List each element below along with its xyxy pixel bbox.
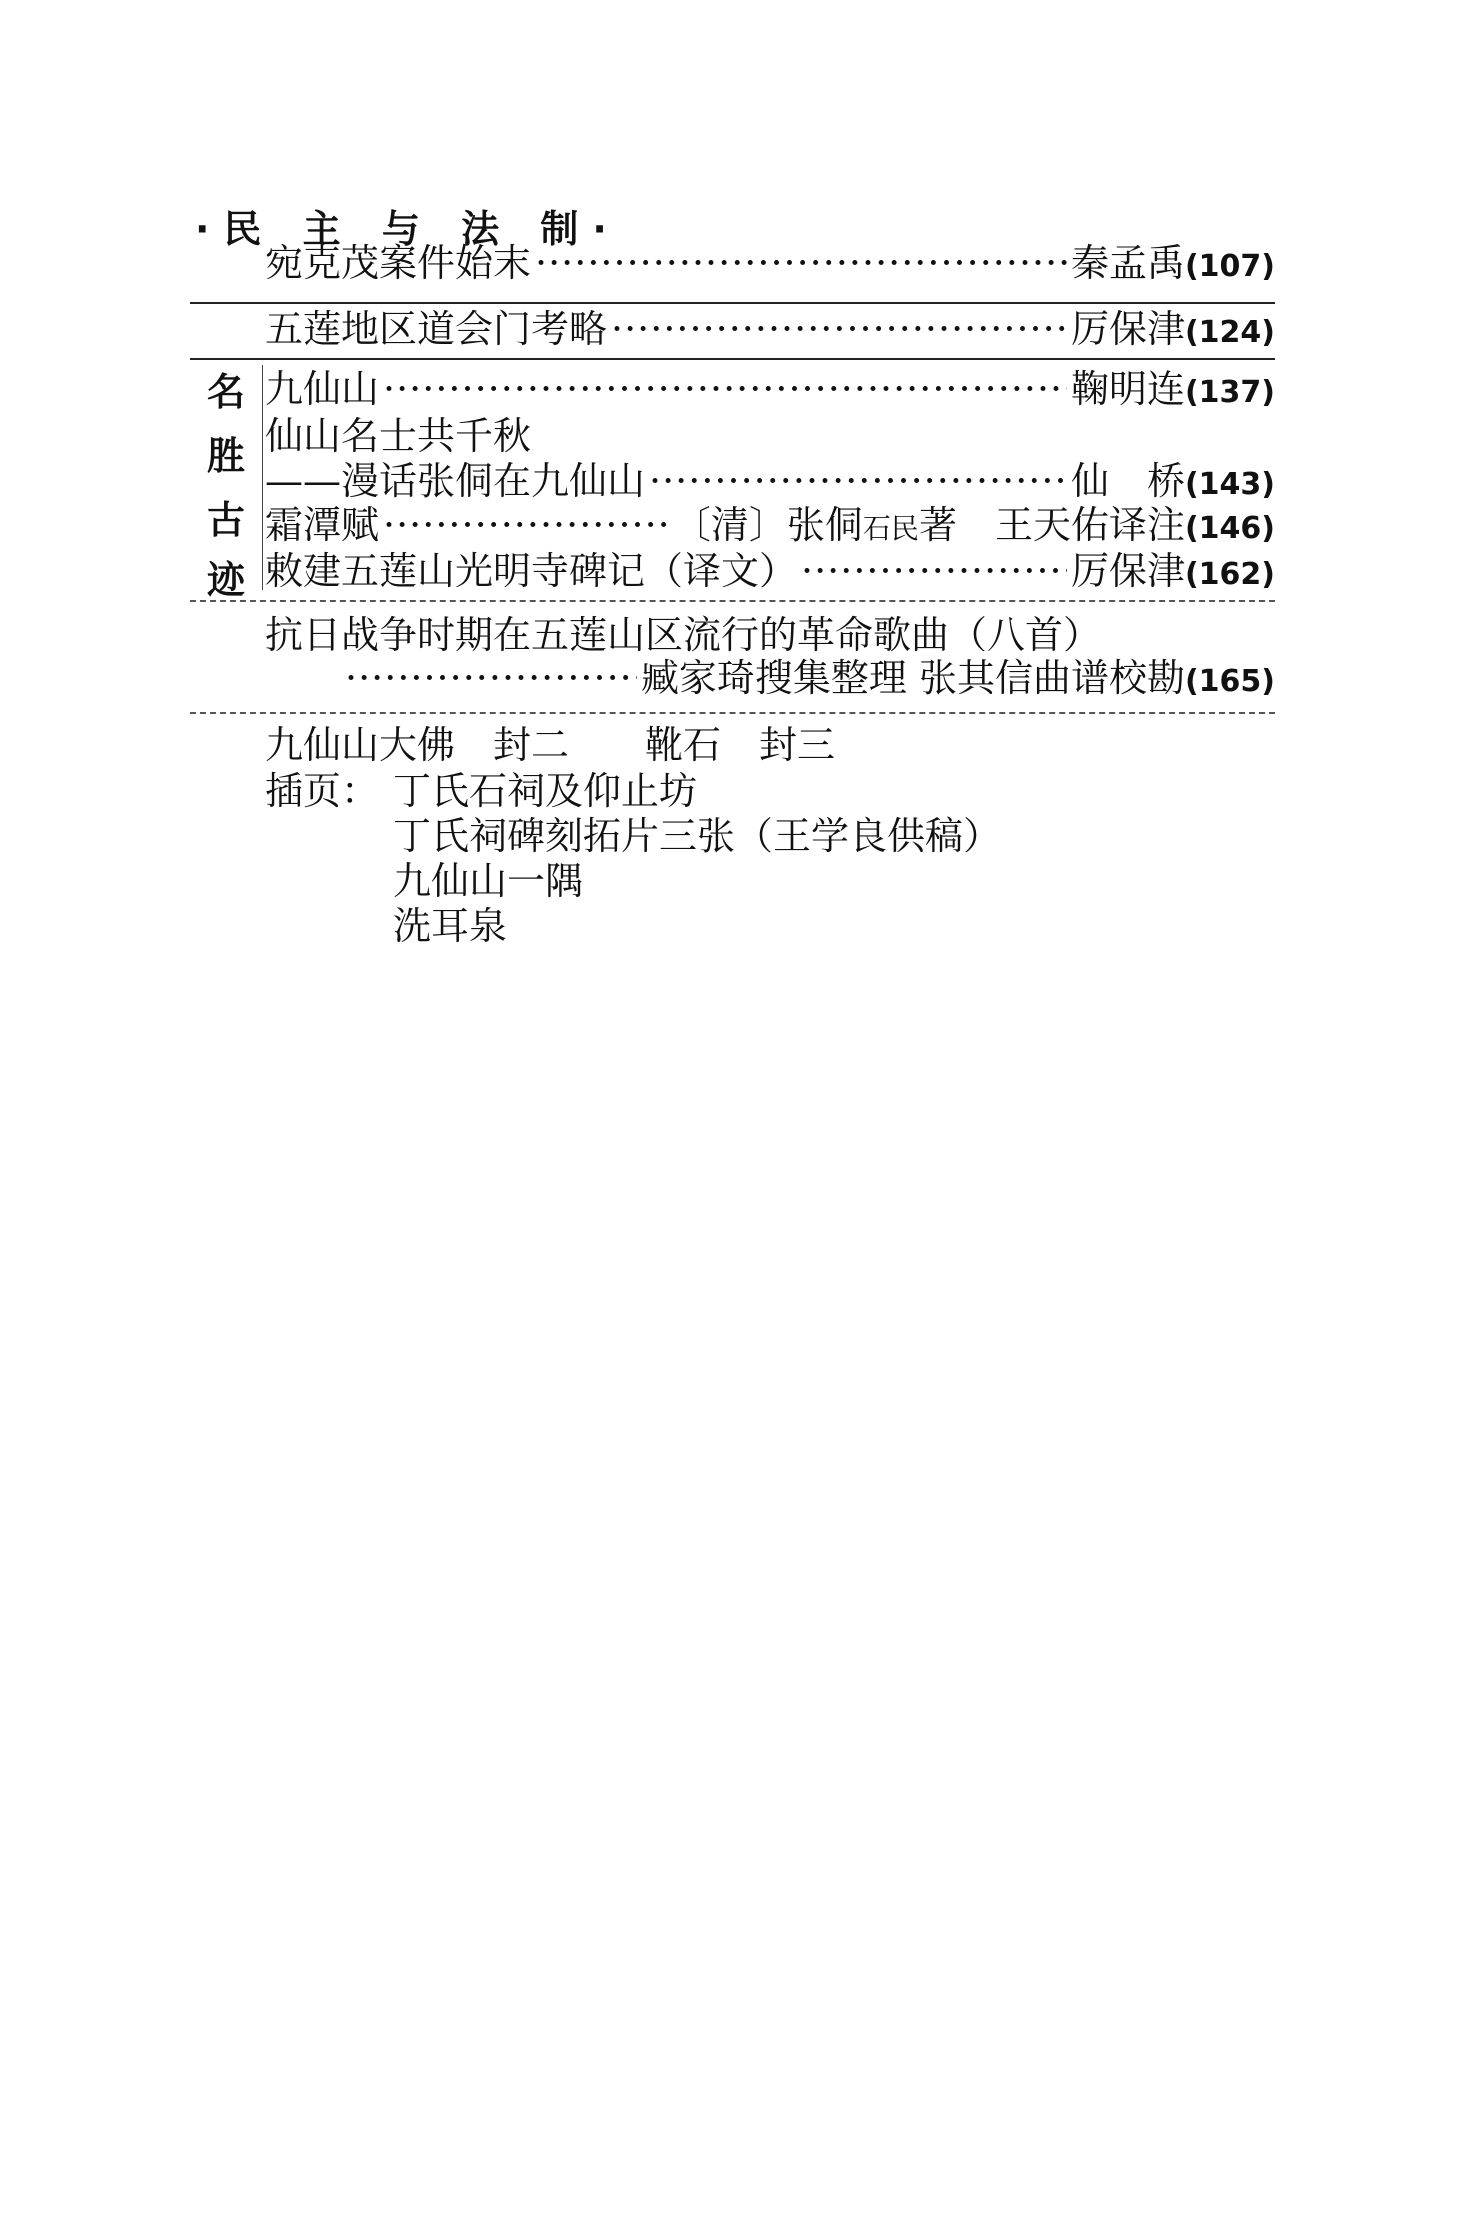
toc-entry-author: 秦孟禹 — [1070, 241, 1185, 285]
category-vertical-rule — [262, 365, 263, 590]
toc-entry-author: 臧家琦搜集整理 张其信曲谱校勘 — [640, 656, 1185, 700]
leader-dots — [383, 366, 1067, 412]
toc-entry-xianshan-title[interactable]: 仙山名士共千秋 — [265, 414, 532, 458]
insert-label: 插页： — [265, 769, 380, 813]
toc-entry-songs-title[interactable]: 抗日战争时期在五莲山区流行的革命歌曲（八首） — [265, 613, 1102, 657]
toc-entry-page: (143) — [1184, 467, 1275, 502]
category-char-sheng: 胜 — [206, 434, 245, 478]
leader-dots — [383, 502, 669, 548]
insert-item: 丁氏石祠及仰止坊 — [393, 769, 698, 813]
category-char-ji: 迹 — [206, 558, 245, 602]
category-char-ming: 名 — [206, 370, 245, 414]
author-prefix: 〔清〕张侗 — [672, 503, 863, 547]
toc-entry-page: (165) — [1184, 664, 1275, 699]
section-divider — [190, 712, 1275, 714]
leader-dots — [535, 240, 1067, 286]
cover-plates-line: 九仙山大佛 封二 靴石 封三 — [265, 723, 836, 767]
toc-entry-title: 宛克茂案件始末 — [265, 241, 532, 285]
section-divider — [190, 302, 1275, 304]
toc-entry-title: 霜潭赋 — [265, 503, 380, 547]
toc-entry-title: 九仙山 — [265, 367, 380, 411]
insert-item: 丁氏祠碑刻拓片三张（王学良供稿） — [393, 814, 1002, 858]
leader-dots — [801, 548, 1067, 594]
leader-dots — [611, 306, 1067, 352]
toc-entry-page: (124) — [1184, 315, 1275, 350]
toc-entry-guangming[interactable] — [265, 548, 1275, 598]
toc-entry-shuangtan[interactable] — [265, 502, 1275, 552]
toc-entry-author: 厉保津 — [1070, 307, 1185, 351]
author-suffix: 著 王天佑译注 — [918, 503, 1185, 547]
toc-entry-wankemao[interactable] — [265, 240, 1275, 290]
toc-entry-author: 鞠明连 — [1070, 367, 1185, 411]
toc-entry-title: 五莲地区道会门考略 — [265, 307, 608, 351]
toc-entry-page: (137) — [1184, 375, 1275, 410]
insert-item: 九仙山一隅 — [393, 859, 584, 903]
toc-entry-author: 厉保津 — [1070, 549, 1185, 593]
toc-entry-author: 仙 桥 — [1070, 459, 1185, 503]
toc-entry-page: (162) — [1184, 557, 1275, 592]
toc-entry-songs[interactable] — [345, 655, 1275, 705]
section-divider — [190, 600, 1275, 602]
insert-item: 洗耳泉 — [393, 904, 508, 948]
toc-entry-page: (146) — [1184, 511, 1275, 546]
toc-entry-subtitle: ——漫话张侗在九仙山 — [265, 459, 646, 503]
toc-entry-xianshan[interactable] — [265, 458, 1275, 508]
toc-entry-title: 敕建五莲山光明寺碑记（译文） — [265, 549, 798, 593]
toc-entry-daohui[interactable] — [265, 306, 1275, 356]
leader-dots — [649, 458, 1067, 504]
toc-entry-page: (107) — [1184, 249, 1275, 284]
author-courtesy-name: 石民 — [862, 512, 919, 545]
section-divider — [190, 358, 1275, 360]
category-char-gu: 古 — [206, 498, 245, 542]
section-heading-democracy: ·民 主 与 法 制· — [195, 207, 621, 251]
leader-dots — [345, 655, 637, 701]
toc-entry-author — [673, 502, 1185, 552]
toc-entry-jiuxianshan[interactable] — [265, 366, 1275, 416]
